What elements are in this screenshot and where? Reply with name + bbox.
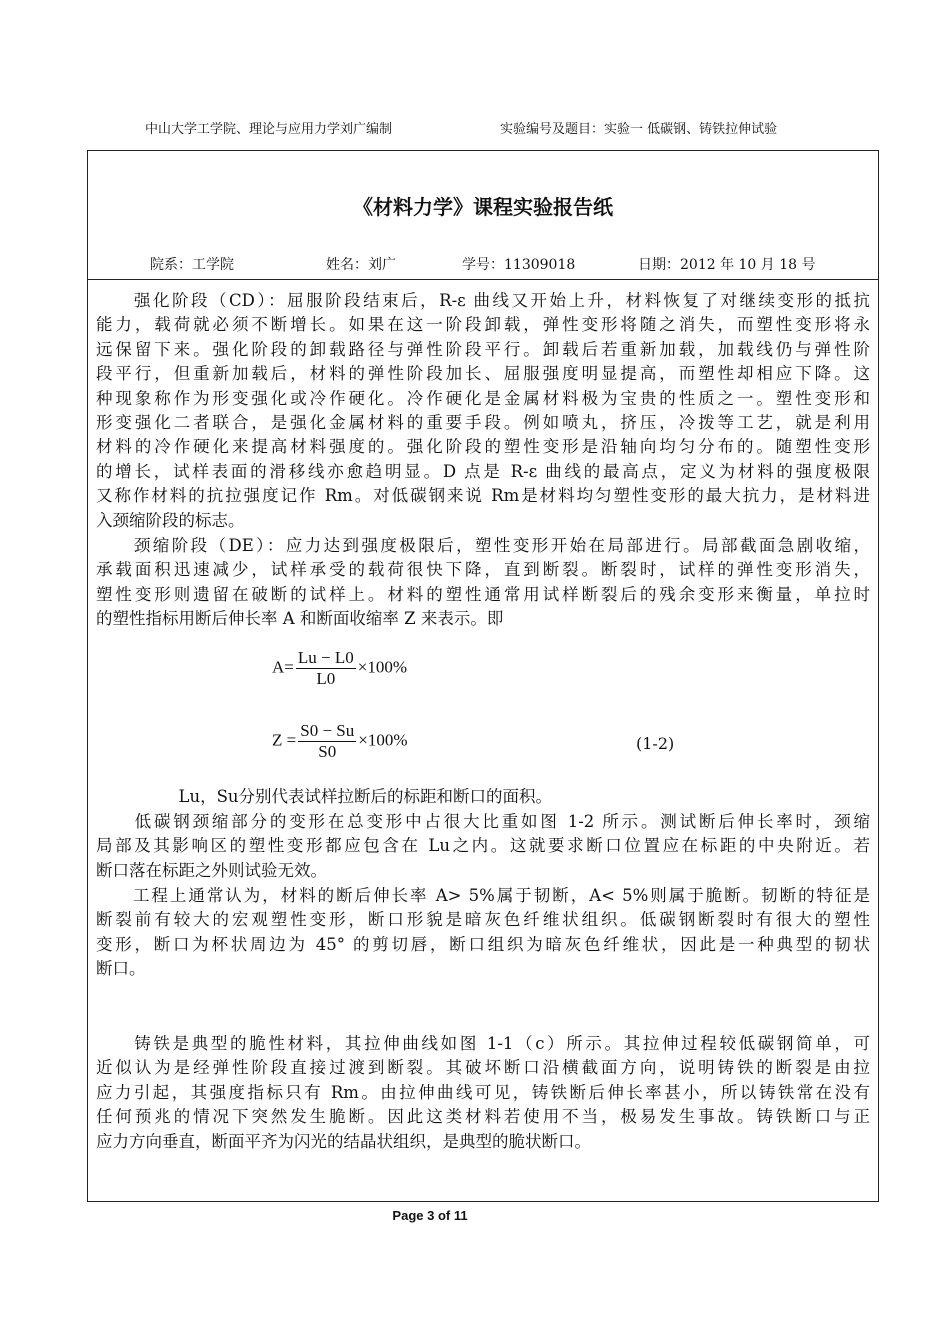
text-line: 断口落在标距之外则试验无效。 <box>96 860 327 880</box>
formula-z-denominator: S0 <box>318 742 337 761</box>
text-line: 低碳钢颈缩部分的变形在总变形中占很大比重如图 1-2 所示。测试断后伸长率时，颈缩 <box>96 812 870 831</box>
text-line: 形变强化二者联合，是强化金属材料的重要手段。例如喷丸，挤压，冷拨等工艺，就是利用 <box>96 413 870 433</box>
text-line: 种现象称作为形变强化或冷作硬化。冷作硬化是金属材料极为宝贵的性质之一。塑性变形和 <box>96 388 870 408</box>
report-frame <box>87 150 879 1202</box>
text-line: 塑性变形则遗留在破断的试样上。材料的塑性通常用试样断裂后的残余变形来衡量，单拉时 <box>96 584 870 604</box>
text-line: 远保留下来。强化阶段的卸载路径与弹性阶段平行。卸载后若重新加载，加载线仍与弹性阶 <box>96 339 870 359</box>
text-line: 近似认为是经弹性阶段直接过渡到断裂。其破坏断口沿横截面方向，说明铸铁的断裂是由拉 <box>96 1058 870 1078</box>
paragraph-ductile <box>88 884 878 982</box>
formula-z-numerator: S0 − Su <box>300 721 355 740</box>
formula-a-numerator: Lu − L0 <box>297 648 354 667</box>
info-name: 姓名：刘广 <box>326 257 396 273</box>
paragraph-symbols <box>88 785 878 809</box>
paragraph-necking <box>88 534 878 632</box>
info-dept: 院系：工学院 <box>150 257 234 273</box>
paragraph-strengthening <box>88 289 878 533</box>
text-line: 应力方向垂直，断面平齐为闪光的结晶状组织，是典型的脆状断口。 <box>96 1131 591 1151</box>
text-line: 的塑性指标用断后伸长率 A 和断面收缩率 Z 来表示。即 <box>96 609 504 629</box>
formula-a-denominator: L0 <box>316 669 336 688</box>
text-line: 材料的冷作硬化来提高材料强度的。强化阶段的塑性变形是沿轴向均匀分布的。随塑性变形 <box>96 437 870 457</box>
formula-z-lhs: Z = <box>272 730 297 750</box>
report-title: 《材料力学》课程实验报告纸 <box>353 195 613 219</box>
text-line: 工程上通常认为，材料的断后伸长率 A> 5%属于韧断，A< 5%则属于脆断。韧断的特征是 <box>96 886 870 905</box>
formula-reduction <box>272 721 407 762</box>
text-line: 颈缩阶段（DE）：应力达到强度极限后，塑性变形开始在局部进行。局部截面急剧收缩， <box>96 536 870 555</box>
text-line: 应力引起，其强度指标只有 Rm。由拉伸曲线可见，铸铁断后伸长率甚小，所以铸铁常在没有 <box>96 1082 870 1102</box>
equation-number: (1-2) <box>636 734 675 753</box>
text-line: Lu，Su分别代表试样拉断后的标距和断口的面积。 <box>96 787 553 806</box>
text-line: 强化阶段（CD）：屈服阶段结束后，R-ε 曲线又开始上升，材料恢复了对继续变形的抵抗 <box>96 291 870 310</box>
text-line: 又称作材料的抗拉强度记作 Rm。对低碳钢来说 Rm是材料均匀塑性变形的最大抗力，是材料进 <box>96 486 870 506</box>
text-line: 变形，断口为杯状周边为 45° 的剪切唇，断口组织为暗灰色纤维状，因此是一种典型的韧状 <box>96 934 870 954</box>
text-line: 断裂前有较大的宏观塑性变形，断口形貌是暗灰色纤维状组织。低碳钢断裂时有很大的塑性 <box>96 910 870 930</box>
formula-z-fraction <box>298 721 356 762</box>
paragraph-low-carbon <box>88 810 878 883</box>
text-line: 局部及其影响区的塑性变形都应包含在 Lu之内。这就要求断口位置应在标距的中央附近。若 <box>96 836 870 856</box>
text-line: 断口。 <box>96 959 146 979</box>
text-line: 能力，载荷就必须不断增长。如果在这一阶段卸载，弹性变形将随之消失，而塑性变形将永 <box>96 315 870 335</box>
header-right: 实验编号及题目：实验一 低碳钢、铸铁拉伸试验 <box>500 122 778 137</box>
text-line: 的增长，试样表面的滑移线亦愈趋明显。D 点是 R-ε 曲线的最高点，定义为材料的强度极限 <box>96 461 870 481</box>
header-divider <box>88 279 878 280</box>
page-number: Page 3 of 11 <box>392 1208 468 1223</box>
paragraph-cast-iron <box>88 1032 878 1154</box>
info-student-id: 学号：11309018 <box>462 257 576 273</box>
text-line: 入颈缩阶段的标志。 <box>96 510 245 530</box>
info-date: 日期：2012 年 10 月 18 号 <box>638 257 816 273</box>
text-line: 段平行，但重新加载后，材料的弹性阶段加长、屈服强度明显提高，而塑性却相应下降。这 <box>96 364 870 384</box>
formula-a-fraction <box>296 648 356 689</box>
text-line: 任何预兆的情况下突然发生脆断。因此这类材料若使用不当，极易发生事故。铸铁断口与正 <box>96 1107 870 1127</box>
formula-a-lhs: A= <box>272 657 294 677</box>
formula-z-tail: ×100% <box>358 730 408 750</box>
text-line: 承载面积迅速减少，试样承受的载荷很快下降，直到断裂。断裂时，试样的弹性变形消失， <box>96 560 870 580</box>
formula-elongation <box>272 648 407 689</box>
text-line: 铸铁是典型的脆性材料，其拉伸曲线如图 1-1（c）所示。其拉伸过程较低碳钢简单，可 <box>96 1034 870 1053</box>
header-left: 中山大学工学院、理论与应用力学刘广编制 <box>145 122 393 137</box>
formula-a-tail: ×100% <box>357 657 407 677</box>
